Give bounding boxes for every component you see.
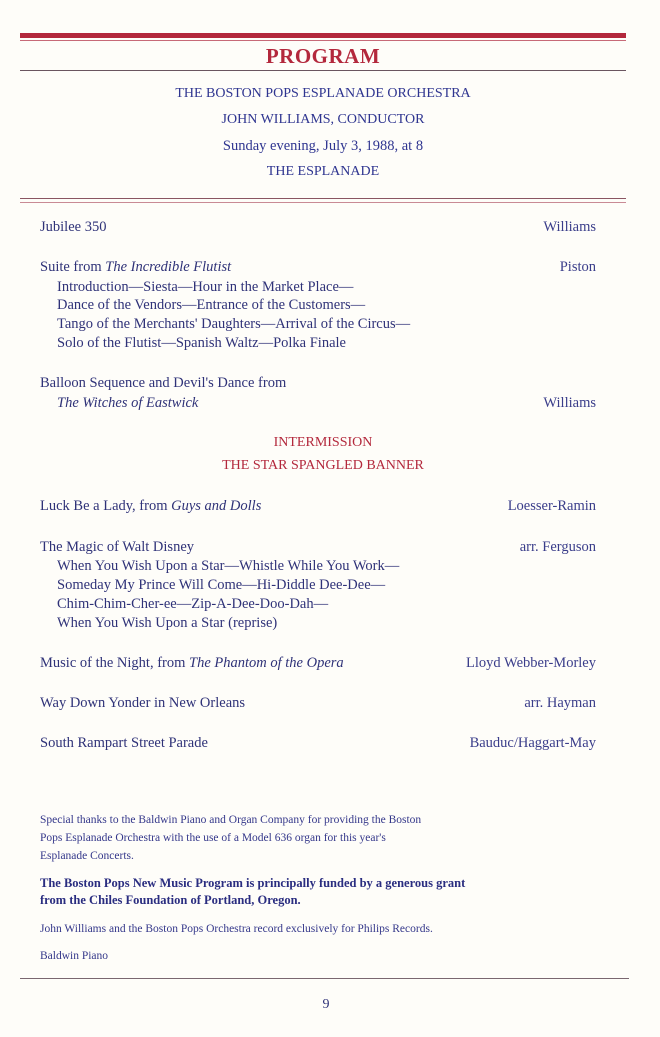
piano-note: Baldwin Piano [40,950,109,962]
piece-title: Jubilee 350 [40,219,107,235]
program-item [40,497,596,515]
concert-date: Sunday evening, July 3, 1988, at 8 [222,138,424,154]
medley-line: When You Wish Upon a Star—Whistle While You Work— [57,558,400,574]
thanks-note [40,811,580,865]
medley-line: When You Wish Upon a Star (reprise) [57,615,278,631]
note-line: The Boston Pops New Music Program is principally funded by a generous grant [40,876,466,890]
movement-line: Tango of the Merchants' Daughters—Arrival of the Circus— [57,316,411,332]
piece-title-prefix: Suite from [40,259,106,275]
title-rule [20,70,626,71]
program-item [40,694,596,712]
note-line: Special thanks to the Baldwin Piano and Organ Company for providing the Boston [40,814,422,826]
piece-title: South Rampart Street Parade [40,735,208,751]
top-thick-rule [20,33,626,38]
piece-title: Balloon Sequence and Devil's Dance from [40,375,287,391]
program-item [40,258,596,276]
composer: Piston [559,259,596,275]
medley-line: Someday My Prince Will Come—Hi-Diddle Dee-Dee— [57,577,386,593]
top-thin-rule [20,40,626,41]
program-item [40,538,596,556]
program-item [40,374,596,392]
composer: Lloyd Webber-Morley [466,655,596,671]
composer: Williams [543,395,596,411]
section-rule-upper [20,198,626,199]
note-line: Pops Esplanade Orchestra with the use of a Model 636 organ for this year's [40,832,386,844]
piece-title-italic: The Incredible Flutist [105,259,232,275]
composer: arr. Hayman [524,695,596,711]
note-line: from the Chiles Foundation of Portland, Oregon. [40,893,301,907]
note-line: Esplanade Concerts. [40,850,134,862]
program-item [40,218,596,236]
anthem-label: THE STAR SPANGLED BANNER [222,458,424,473]
section-rule-lower [20,202,626,203]
composer: Williams [543,219,596,235]
conductor-line: JOHN WILLIAMS, CONDUCTOR [221,112,425,127]
intermission-label: INTERMISSION [273,435,373,450]
piece-title-prefix: Music of the Night, from [40,655,190,671]
program-item [40,734,596,752]
composer: Loesser-Ramin [507,498,596,514]
piece-title-prefix: Luck Be a Lady, from [40,498,172,514]
orchestra-name: THE BOSTON POPS ESPLANADE ORCHESTRA [175,86,471,101]
records-note: John Williams and the Boston Pops Orchestra record exclusively for Philips Records. [40,923,433,935]
medley-line: Chim-Chim-Cher-ee—Zip-A-Dee-Doo-Dah— [57,596,329,612]
movement-line: Solo of the Flutist—Spanish Waltz—Polka Finale [57,335,346,351]
bottom-rule [20,978,629,979]
composer: Bauduc/Haggart-May [469,735,596,751]
movement-line: Introduction—Siesta—Hour in the Market Place— [57,279,354,295]
program-item-continued [40,394,596,412]
piece-title: Way Down Yonder in New Orleans [40,695,246,711]
piece-title: The Magic of Walt Disney [40,539,194,555]
program-item [40,654,596,672]
piece-title-italic: The Phantom of the Opera [189,655,344,671]
piece-title-italic: Guys and Dolls [171,498,262,514]
movement-line: Dance of the Vendors—Entrance of the Customers— [57,297,366,313]
page-number: 9 [322,997,330,1012]
composer: arr. Ferguson [519,539,596,555]
piece-title-italic: The Witches of Eastwick [57,395,199,411]
venue: THE ESPLANADE [266,164,380,179]
page-title: PROGRAM [265,44,381,68]
grant-note [40,875,580,909]
